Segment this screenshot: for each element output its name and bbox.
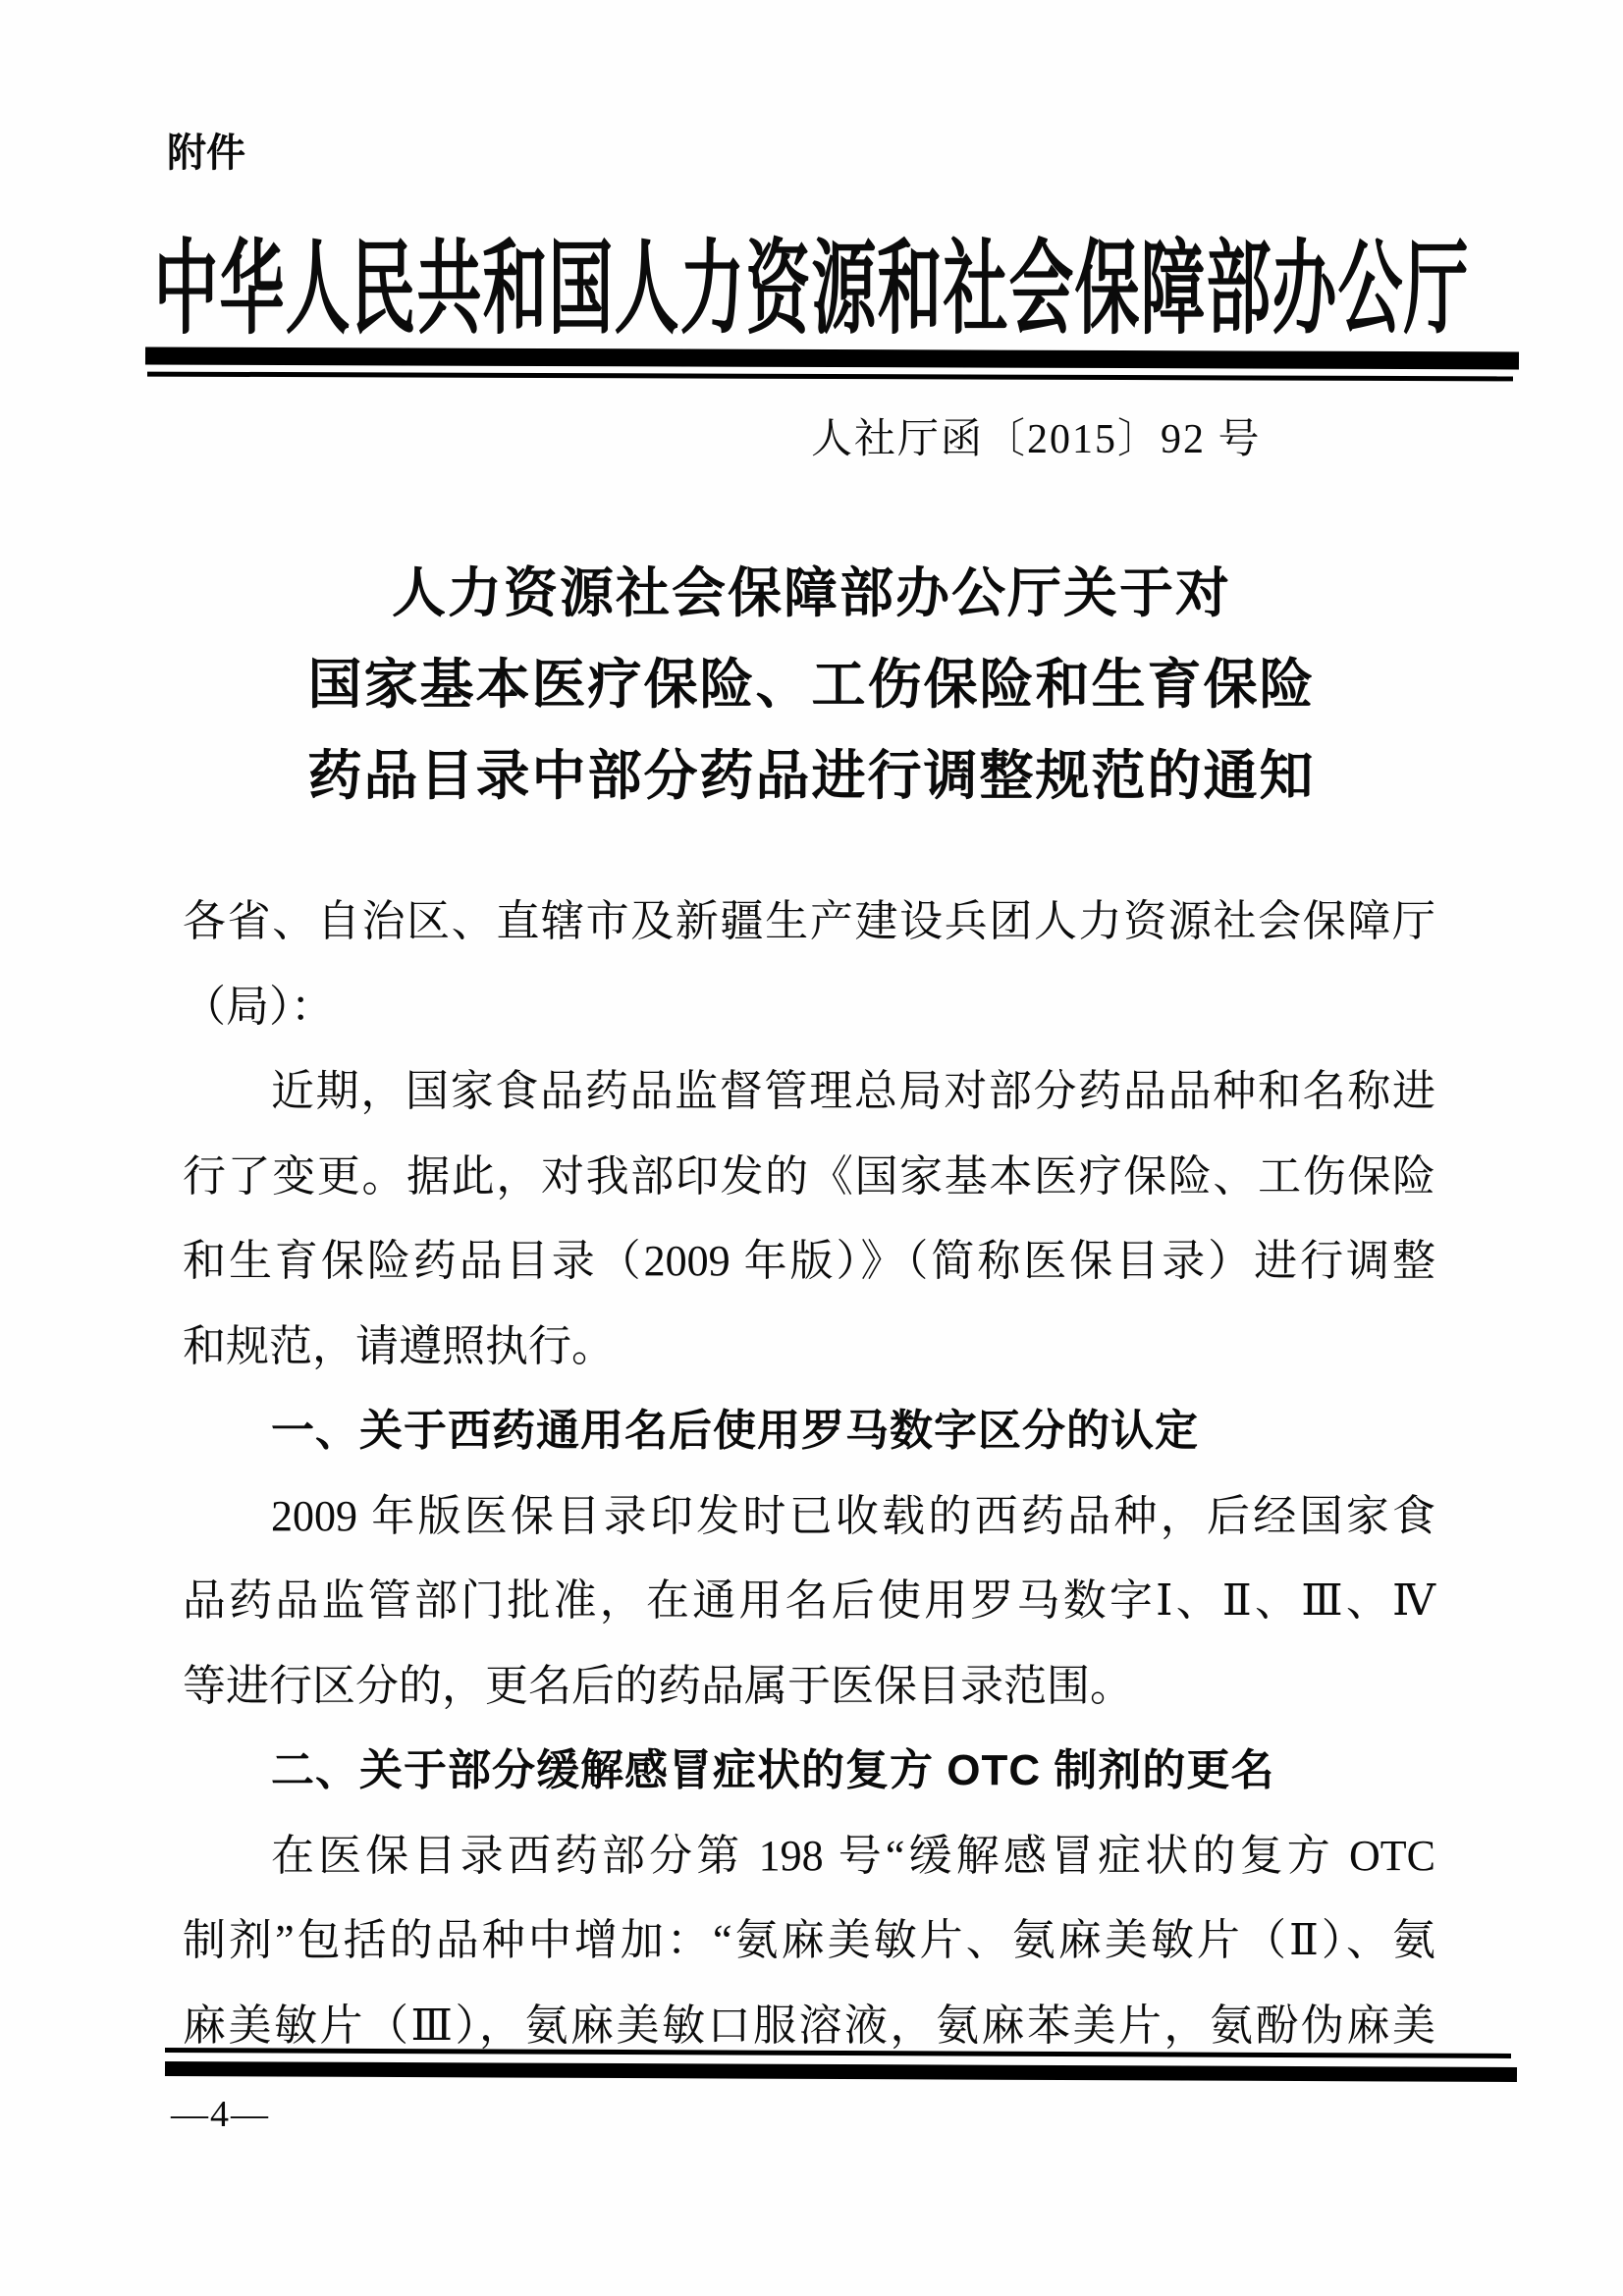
body-line: 行了变更。据此，对我部印发的《国家基本医疗保险、工伤保险 (183, 1151, 1435, 1201)
body-line-salutation: 各省、自治区、直辖市及新疆生产建设兵团人力资源社会保障厅 (183, 897, 1435, 945)
title-line-2: 国家基本医疗保险、工伤保险和生育保险 (307, 654, 1316, 715)
body-line: 麻美敏片（Ⅲ），氨麻美敏口服溶液，氨麻苯美片，氨酚伪麻美 (183, 2001, 1435, 2050)
body-line-salutation-cont: （局）： (183, 982, 334, 1031)
letterhead-title: 中华人民共和国人力资源和社会保障部办公厅 (153, 228, 1470, 349)
title-line-3: 药品目录中部分药品进行调整规范的通知 (307, 745, 1316, 806)
body-line: 在医保目录西药部分第 198 号“缓解感冒症状的复方 OTC (271, 1831, 1435, 1880)
document-number: 人社厅函〔2015〕92 号 (811, 417, 1262, 462)
title-line-1: 人力资源社会保障部办公厅关于对 (391, 562, 1231, 623)
body-line: 等进行区分的，更名后的药品属于医保目录范围。 (183, 1661, 1133, 1710)
letterhead-rule-thin (147, 372, 1513, 382)
letterhead-rule-thick (145, 347, 1519, 370)
body-line: 制剂”包括的品种中增加：“氨麻美敏片、氨麻美敏片（Ⅱ）、氨 (183, 1916, 1435, 1964)
section-heading-2: 二、关于部分缓解感冒症状的复方 OTC 制剂的更名 (271, 1746, 1275, 1794)
body-line: 2009 年版医保目录印发时已收载的西药品种，后经国家食 (271, 1491, 1435, 1540)
section-heading-1: 一、关于西药通用名后使用罗马数字区分的认定 (271, 1407, 1199, 1455)
attachment-label: 附件 (167, 132, 245, 175)
page-number: —4— (171, 2094, 270, 2135)
body-line: 近期，国家食品药品监督管理总局对部分药品品种和名称进 (271, 1067, 1435, 1115)
document-body (183, 880, 1435, 2068)
body-line: 和生育保险药品目录（2009 年版）》（简称医保目录）进行调整 (183, 1237, 1435, 1285)
body-line: 品药品监管部门批准，在通用名后使用罗马数字Ⅰ、Ⅱ、Ⅲ、Ⅳ (183, 1576, 1435, 1625)
body-line: 和规范，请遵照执行。 (183, 1321, 615, 1370)
document-title (0, 548, 1623, 822)
